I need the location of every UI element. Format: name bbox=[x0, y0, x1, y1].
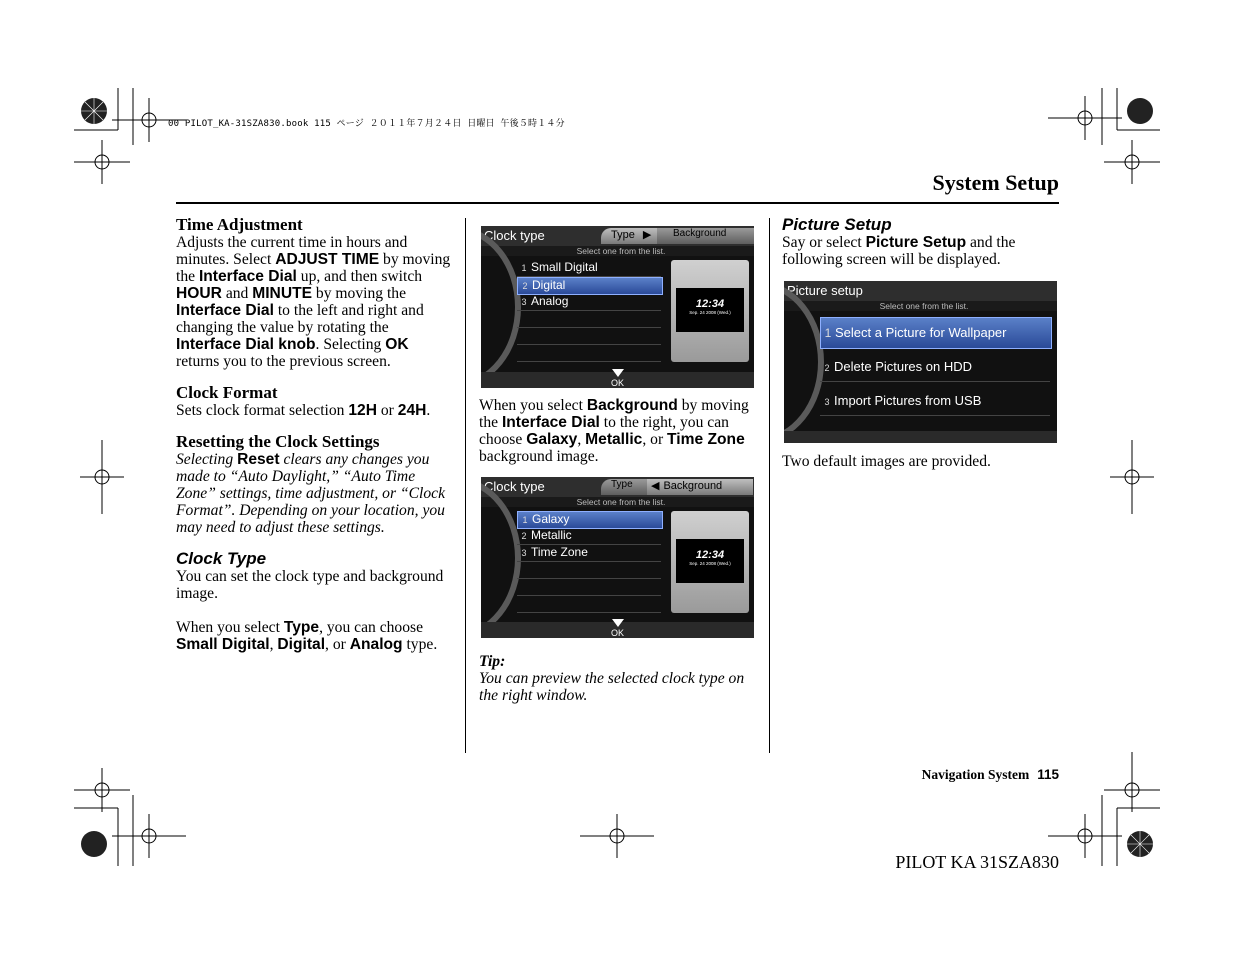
list-item-empty bbox=[517, 596, 661, 613]
list-item[interactable]: 1 Small Digital bbox=[517, 260, 661, 277]
preview-date: Sep. 24 2008 (Wed.) bbox=[689, 561, 731, 566]
list-item-selected[interactable]: 1 Galaxy bbox=[517, 511, 663, 529]
dial-arc bbox=[784, 281, 824, 443]
tab-type[interactable]: Type ▶ bbox=[601, 228, 657, 244]
clock-type-heading: Clock Type bbox=[176, 549, 267, 568]
screen-title: Picture setup bbox=[787, 283, 863, 298]
screen-footer bbox=[784, 431, 1057, 443]
tip bbox=[479, 653, 759, 704]
column-divider-2 bbox=[769, 218, 770, 753]
clock-format-heading: Clock Format bbox=[176, 383, 278, 402]
time-adjustment-heading: Time Adjustment bbox=[176, 215, 303, 234]
column-1 bbox=[176, 215, 454, 653]
screen-subtitle: Select one from the list. bbox=[576, 246, 666, 256]
list-item-empty bbox=[517, 311, 661, 328]
list-item-empty bbox=[517, 579, 661, 596]
list-item[interactable]: 2 Metallic bbox=[517, 528, 661, 545]
tip-label: Tip: bbox=[479, 653, 506, 670]
column-2 bbox=[479, 397, 759, 465]
screen-subtitle: Select one from the list. bbox=[879, 301, 969, 311]
list-item-empty bbox=[517, 345, 661, 362]
clock-type-screen-background bbox=[481, 477, 754, 638]
ok-button[interactable]: OK bbox=[481, 622, 754, 638]
list-item-empty bbox=[517, 562, 661, 579]
list-item[interactable]: 3 Import Pictures from USB bbox=[820, 387, 1050, 416]
clock-preview bbox=[671, 260, 749, 362]
reset-heading: Resetting the Clock Settings bbox=[176, 432, 380, 451]
screen-title: Clock type bbox=[484, 479, 545, 494]
reset-text: Selecting Reset clears any changes you made to “Auto Daylight,” “Auto Time Zone” settings, time adjustment, or “Clock Format”. Depending on your location, you may need to adjust these settings. bbox=[176, 451, 445, 536]
preview-time: 12:34 bbox=[695, 298, 725, 310]
clock-type-text: You can set the clock type and background image. bbox=[176, 568, 444, 602]
down-arrow-icon bbox=[612, 619, 624, 627]
list-item-selected[interactable]: 2 Digital bbox=[517, 277, 663, 295]
picture-setup-heading: Picture Setup bbox=[782, 215, 892, 234]
column-3 bbox=[782, 215, 1060, 268]
list-item[interactable]: 3 Time Zone bbox=[517, 545, 661, 562]
clock-format-text: Sets clock format selection 12H or 24H. bbox=[176, 402, 431, 419]
clock-type-screen-type bbox=[481, 226, 754, 388]
preview-time: 12:34 bbox=[695, 549, 725, 561]
dial-arc bbox=[481, 477, 521, 638]
page-number: 115 bbox=[1037, 767, 1059, 782]
tab-background[interactable]: ◀ Background bbox=[647, 479, 753, 495]
footer-label: Navigation System bbox=[921, 767, 1030, 782]
down-arrow-icon bbox=[612, 369, 624, 377]
arrow-left-icon: ◀ bbox=[651, 480, 660, 492]
clock-type-options-text: When you select Type, you can choose Small Digital, Digital, or Analog type. bbox=[176, 619, 438, 653]
screen-subtitle: Select one from the list. bbox=[576, 497, 666, 507]
preview-date: Sep. 24 2008 (Wed.) bbox=[689, 310, 731, 315]
column-divider-1 bbox=[465, 218, 466, 753]
ok-button[interactable]: OK bbox=[481, 372, 754, 388]
header-rule bbox=[176, 202, 1059, 204]
picture-setup-screen bbox=[784, 281, 1057, 443]
background-text: When you select Background by moving the Interface Dial to the right, you can choose Galaxy, Metallic, or Time Zone background image. bbox=[479, 397, 749, 465]
screen-title: Clock type bbox=[484, 228, 545, 243]
picture-setup-text: Say or select Picture Setup and the following screen will be displayed. bbox=[782, 234, 1016, 268]
default-images-text: Two default images are provided. bbox=[782, 453, 991, 470]
tab-type[interactable]: Type bbox=[601, 479, 657, 495]
document-code: PILOT KA 31SZA830 bbox=[895, 852, 1059, 872]
clock-preview bbox=[671, 511, 749, 613]
list-item[interactable]: 2 Delete Pictures on HDD bbox=[820, 353, 1050, 382]
time-adjustment-text: Adjusts the current time in hours and minutes. Select ADJUST TIME by moving the Interface Dial up, and then switch HOUR and MINUTE by moving the Interface Dial to the left and right and changing the value by rotating the Interface Dial knob. Selecting OK returns you to the previous screen. bbox=[176, 234, 451, 370]
dial-arc bbox=[481, 226, 521, 388]
section-title: System Setup bbox=[932, 170, 1059, 195]
tip-text: You can preview the selected clock type on the right window. bbox=[479, 670, 745, 704]
arrow-right-icon: ▶ bbox=[642, 229, 652, 241]
list-item-selected[interactable]: 1 Select a Picture for Wallpaper bbox=[820, 317, 1052, 349]
page-footer bbox=[922, 767, 1059, 783]
list-item[interactable]: 3 Analog bbox=[517, 294, 661, 311]
tab-background[interactable]: Background bbox=[657, 228, 754, 244]
print-info: 00 PILOT_KA-31SZA830.book 115 ページ ２０１１年７月２４日 日曜日 午後５時１４分 bbox=[168, 119, 565, 129]
list-item-empty bbox=[517, 328, 661, 345]
